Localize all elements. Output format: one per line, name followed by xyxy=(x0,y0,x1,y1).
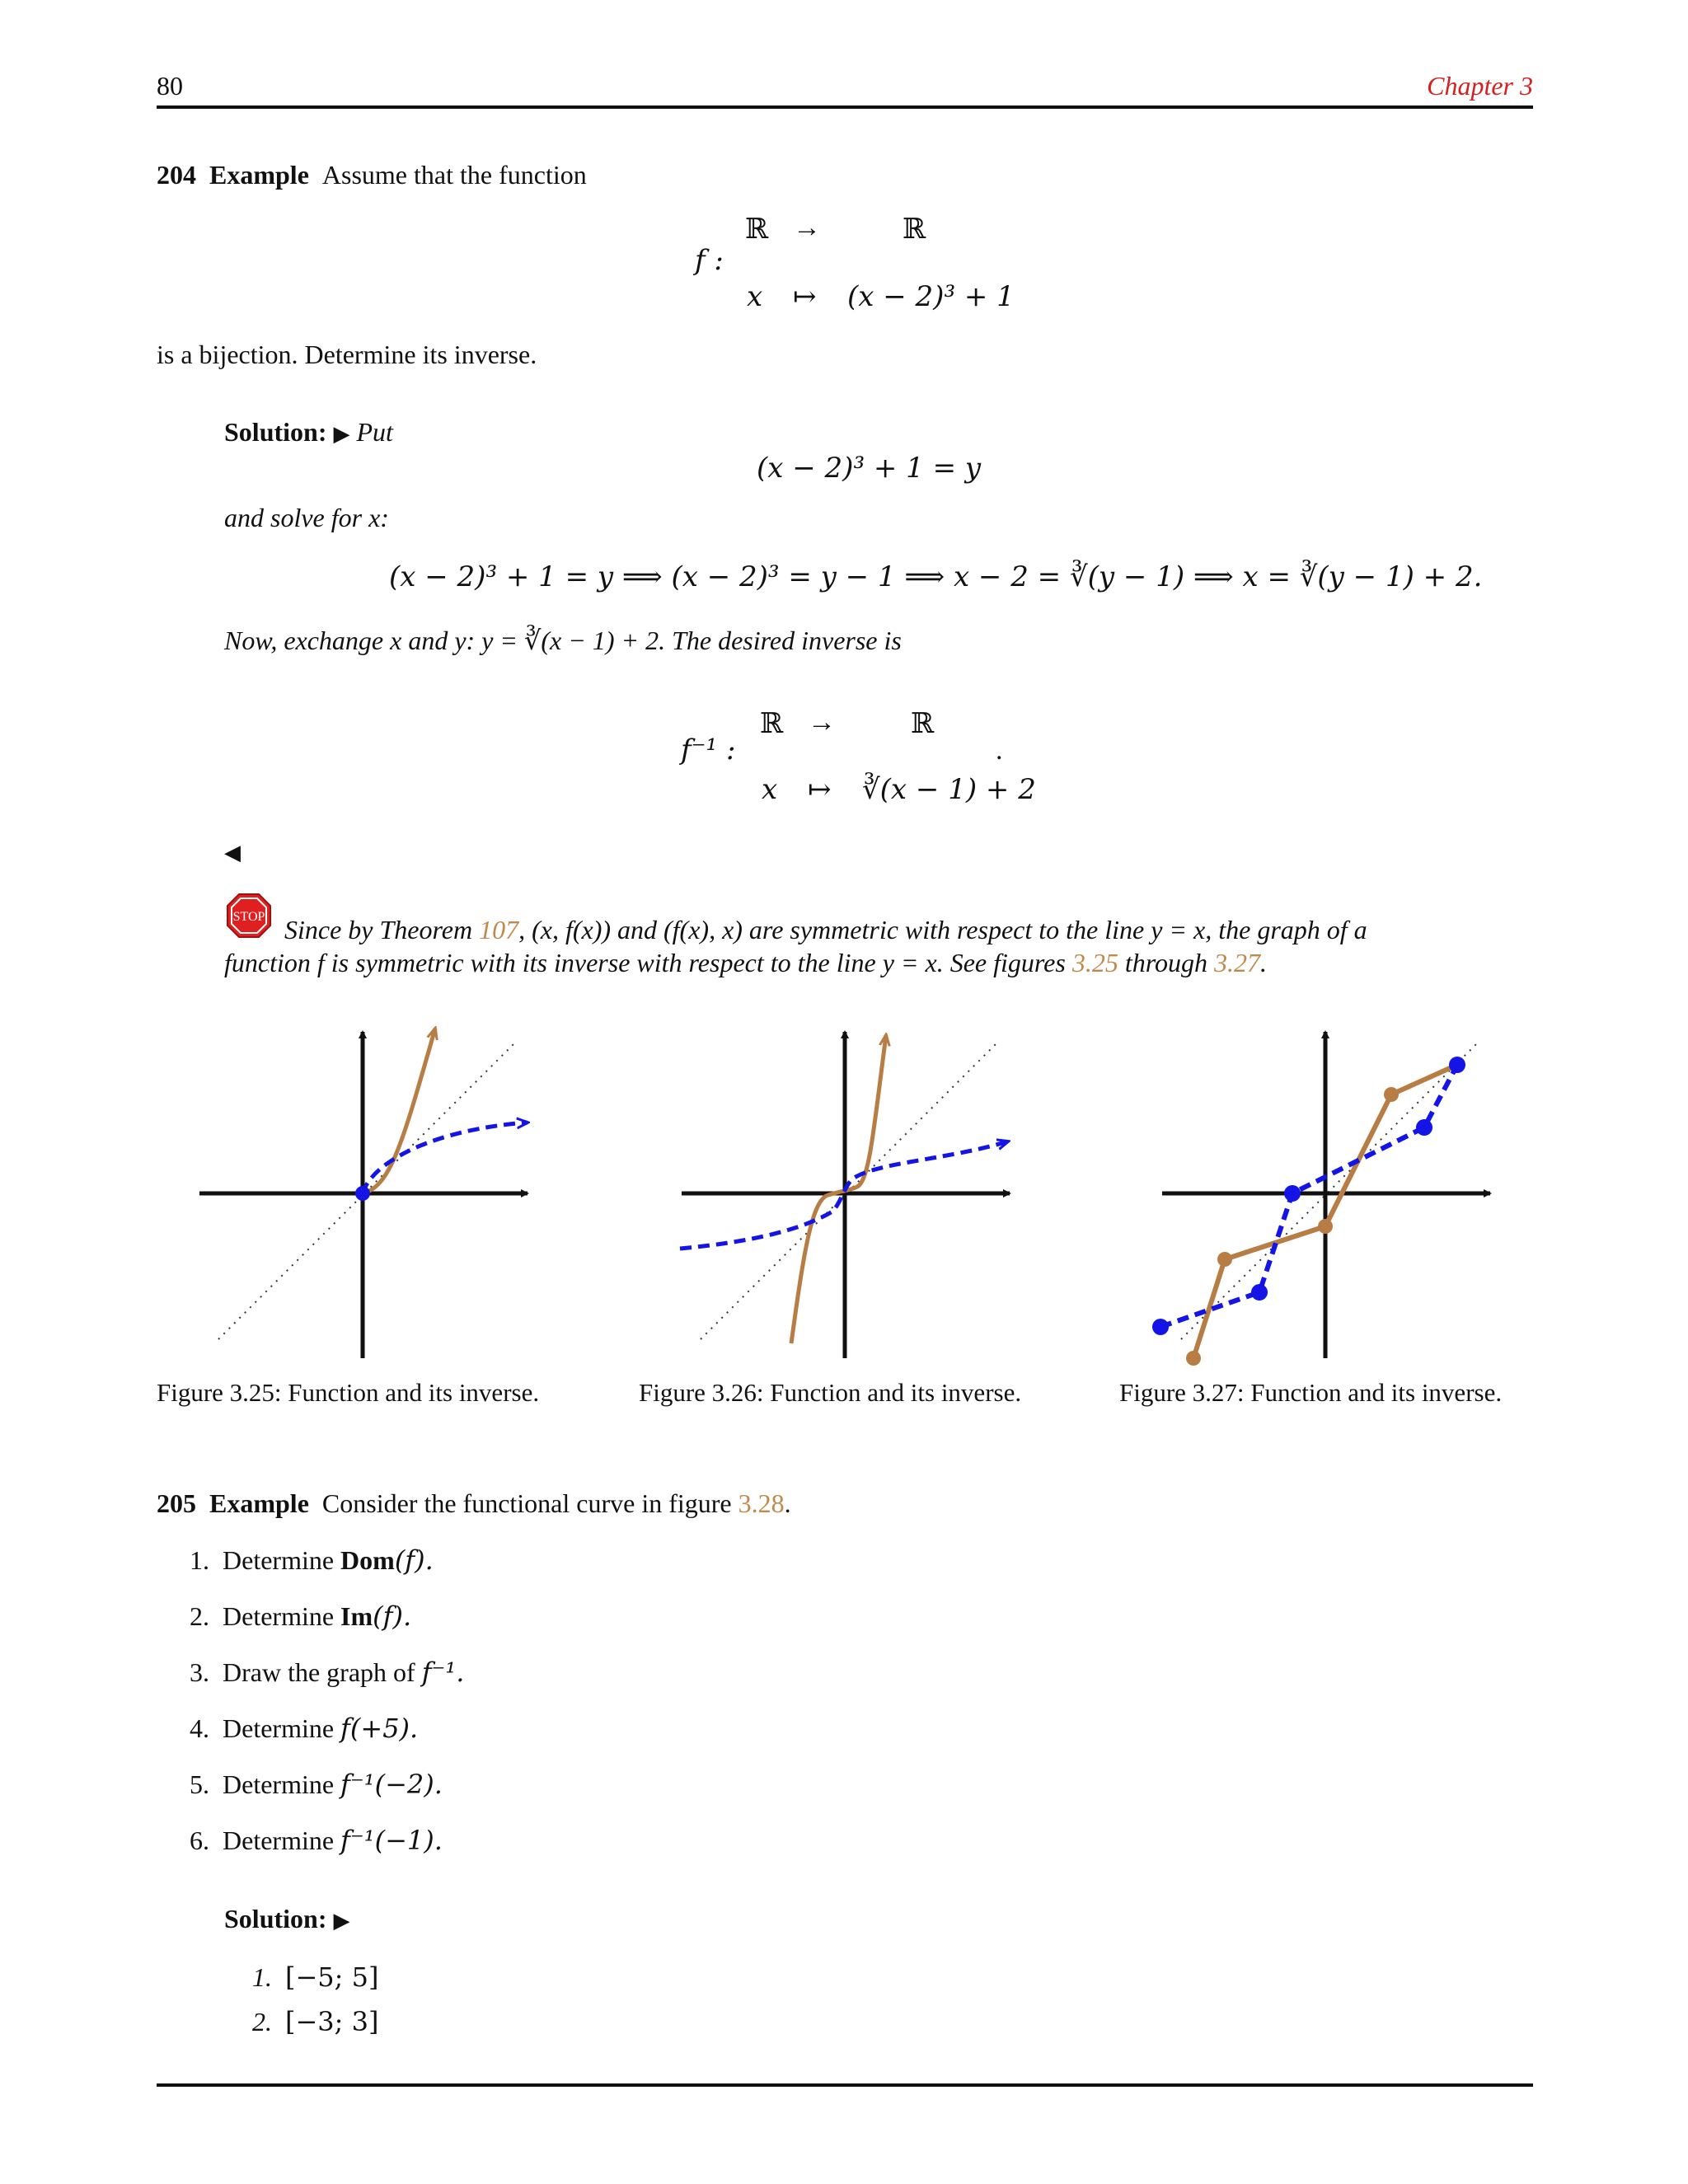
header-rule xyxy=(157,105,1533,109)
stop-note-text-b: , (x, f(x)) and (f(x), x) are symmetric with respect to the line y = x, the graph of a xyxy=(518,915,1367,944)
solve-for-text: and solve for x: xyxy=(224,503,389,532)
inverse-map-name: f⁻¹ : xyxy=(681,733,736,766)
solution-line xyxy=(224,417,393,448)
example-intro-end: . xyxy=(784,1488,791,1518)
list-item xyxy=(190,1825,443,1856)
stop-note-text-e: . xyxy=(1259,948,1267,977)
map-domain: ℝ xyxy=(745,214,769,245)
figure-3-26-caption: Figure 3.26: Function and its inverse. xyxy=(639,1378,1022,1407)
function-curve xyxy=(363,1029,435,1193)
list-item-text: Determine xyxy=(223,1769,341,1799)
solution-end-marker: ◀ xyxy=(224,841,241,865)
figure-3-28-link[interactable]: 3.28 xyxy=(738,1488,785,1518)
solution-start-marker: ▶ xyxy=(333,422,350,446)
solution-start-marker: ▶ xyxy=(333,1909,350,1933)
list-item-number: 6. xyxy=(190,1825,209,1855)
list-item-math: (f). xyxy=(394,1544,434,1576)
answer-value: [−5; 5] xyxy=(285,1961,379,1993)
list-item xyxy=(190,1713,418,1744)
solution-label: Solution: xyxy=(224,1904,327,1933)
inverse-map-period: . xyxy=(996,735,1003,766)
equation-chain: (x − 2)³ + 1 = y ⟹ (x − 2)³ = y − 1 ⟹ x − 2 = ∛(y − 1) ⟹ x = ∛(y − 1) + 2. xyxy=(389,560,1483,593)
figure-3-26-graph xyxy=(672,1022,1018,1368)
example-intro: Consider the functional curve in figure xyxy=(321,1488,738,1518)
example-number: 205 xyxy=(157,1488,196,1518)
answer-number: 1. xyxy=(252,1962,272,1992)
list-item-number: 5. xyxy=(190,1769,209,1799)
function-point xyxy=(1318,1219,1333,1234)
map-codomain: ℝ xyxy=(903,214,926,245)
equation-1: (x − 2)³ + 1 = y xyxy=(757,452,982,485)
inverse-map-codomain: ℝ xyxy=(911,709,935,739)
bijection-text: is a bijection. Determine its inverse. xyxy=(157,340,537,369)
origin-point xyxy=(355,1186,370,1201)
stop-note-text-d: through xyxy=(1118,948,1214,977)
map-arrow: → xyxy=(793,213,821,243)
solution-205-line xyxy=(224,1904,349,1934)
inverse-point xyxy=(1416,1119,1432,1136)
list-item-math: f⁻¹(−2). xyxy=(340,1769,443,1800)
function-point xyxy=(1384,1087,1399,1102)
page-number: 80 xyxy=(157,71,183,101)
list-item xyxy=(190,1601,411,1632)
function-point xyxy=(1186,1351,1201,1366)
inverse-point xyxy=(1449,1057,1465,1073)
answer-item xyxy=(252,2006,378,2037)
map-mapsto: ↦ xyxy=(793,282,817,312)
figure-3-27-caption: Figure 3.27: Function and its inverse. xyxy=(1119,1378,1503,1407)
figure-3-27-link[interactable]: 3.27 xyxy=(1213,948,1260,977)
figure-3-25-caption: Figure 3.25: Function and its inverse. xyxy=(157,1378,540,1407)
inverse-map-domain: ℝ xyxy=(760,709,784,739)
put-text: Put xyxy=(356,417,393,447)
example-label: Example xyxy=(209,160,309,190)
function-curve xyxy=(791,1035,886,1343)
map-name: f : xyxy=(695,244,724,277)
list-item xyxy=(190,1769,443,1800)
list-item-math: (f). xyxy=(373,1601,412,1632)
list-item-text: Draw the graph of xyxy=(223,1657,422,1687)
list-item-text: Determine xyxy=(223,1545,341,1575)
figure-3-27-graph xyxy=(1152,1022,1498,1368)
list-item-math: f⁻¹. xyxy=(421,1657,465,1688)
theorem-link[interactable]: 107 xyxy=(479,915,519,944)
list-item xyxy=(190,1657,464,1688)
inverse-point xyxy=(1152,1319,1169,1335)
list-item-number: 4. xyxy=(190,1713,209,1743)
exchange-text: Now, exchange x and y: y = ∛(x − 1) + 2. The desired inverse is xyxy=(224,626,902,655)
list-item-bold: Dom xyxy=(340,1545,395,1575)
example-number: 204 xyxy=(157,160,196,190)
inverse-point xyxy=(1284,1185,1301,1202)
list-item-math: f⁻¹(−1). xyxy=(340,1825,443,1856)
answer-item xyxy=(252,1961,378,1993)
list-item-number: 2. xyxy=(190,1601,209,1631)
stop-sign-icon xyxy=(226,893,272,939)
inverse-map-var: x xyxy=(762,773,778,806)
map-rule: (x − 2)³ + 1 xyxy=(847,280,1015,313)
map-var: x xyxy=(747,280,763,313)
example-intro: Assume that the function xyxy=(321,160,587,190)
figure-3-25-link[interactable]: 3.25 xyxy=(1071,948,1118,977)
example-205-heading xyxy=(157,1488,791,1519)
stop-note-line-1 xyxy=(284,915,1367,945)
list-item-number: 3. xyxy=(190,1657,209,1687)
stop-note-line-2 xyxy=(224,948,1267,978)
list-item-text: Determine xyxy=(223,1825,341,1855)
list-item-text: Determine xyxy=(223,1713,341,1743)
function-point xyxy=(1217,1252,1232,1267)
list-item-bold: Im xyxy=(340,1601,373,1631)
inverse-polyline xyxy=(1160,1065,1457,1327)
inverse-curve xyxy=(363,1122,528,1193)
stop-note-text-a: Since by Theorem xyxy=(284,915,480,944)
stop-sign-text: STOP xyxy=(232,910,265,924)
inverse-map-rule: ∛(x − 1) + 2 xyxy=(862,773,1036,806)
inverse-map-mapsto: ↦ xyxy=(808,775,832,805)
inverse-map-arrow: → xyxy=(808,707,836,738)
footer-rule xyxy=(157,2083,1533,2087)
stop-note-text-c: function f is symmetric with its inverse with respect to the line y = x. See figures xyxy=(224,948,1072,977)
inverse-point xyxy=(1251,1284,1268,1301)
answer-number: 2. xyxy=(252,2007,272,2036)
identity-line xyxy=(1181,1043,1478,1339)
figure-3-25-graph xyxy=(190,1022,536,1368)
list-item xyxy=(190,1544,434,1576)
answer-value: [−3; 3] xyxy=(285,2006,379,2037)
list-item-text: Determine xyxy=(223,1601,341,1631)
list-item-math: f(+5). xyxy=(340,1713,419,1744)
solution-label: Solution: xyxy=(224,417,327,447)
example-label: Example xyxy=(209,1488,309,1518)
example-204-heading xyxy=(157,160,587,190)
list-item-number: 1. xyxy=(190,1545,209,1575)
chapter-title[interactable]: Chapter 3 xyxy=(1427,71,1533,101)
